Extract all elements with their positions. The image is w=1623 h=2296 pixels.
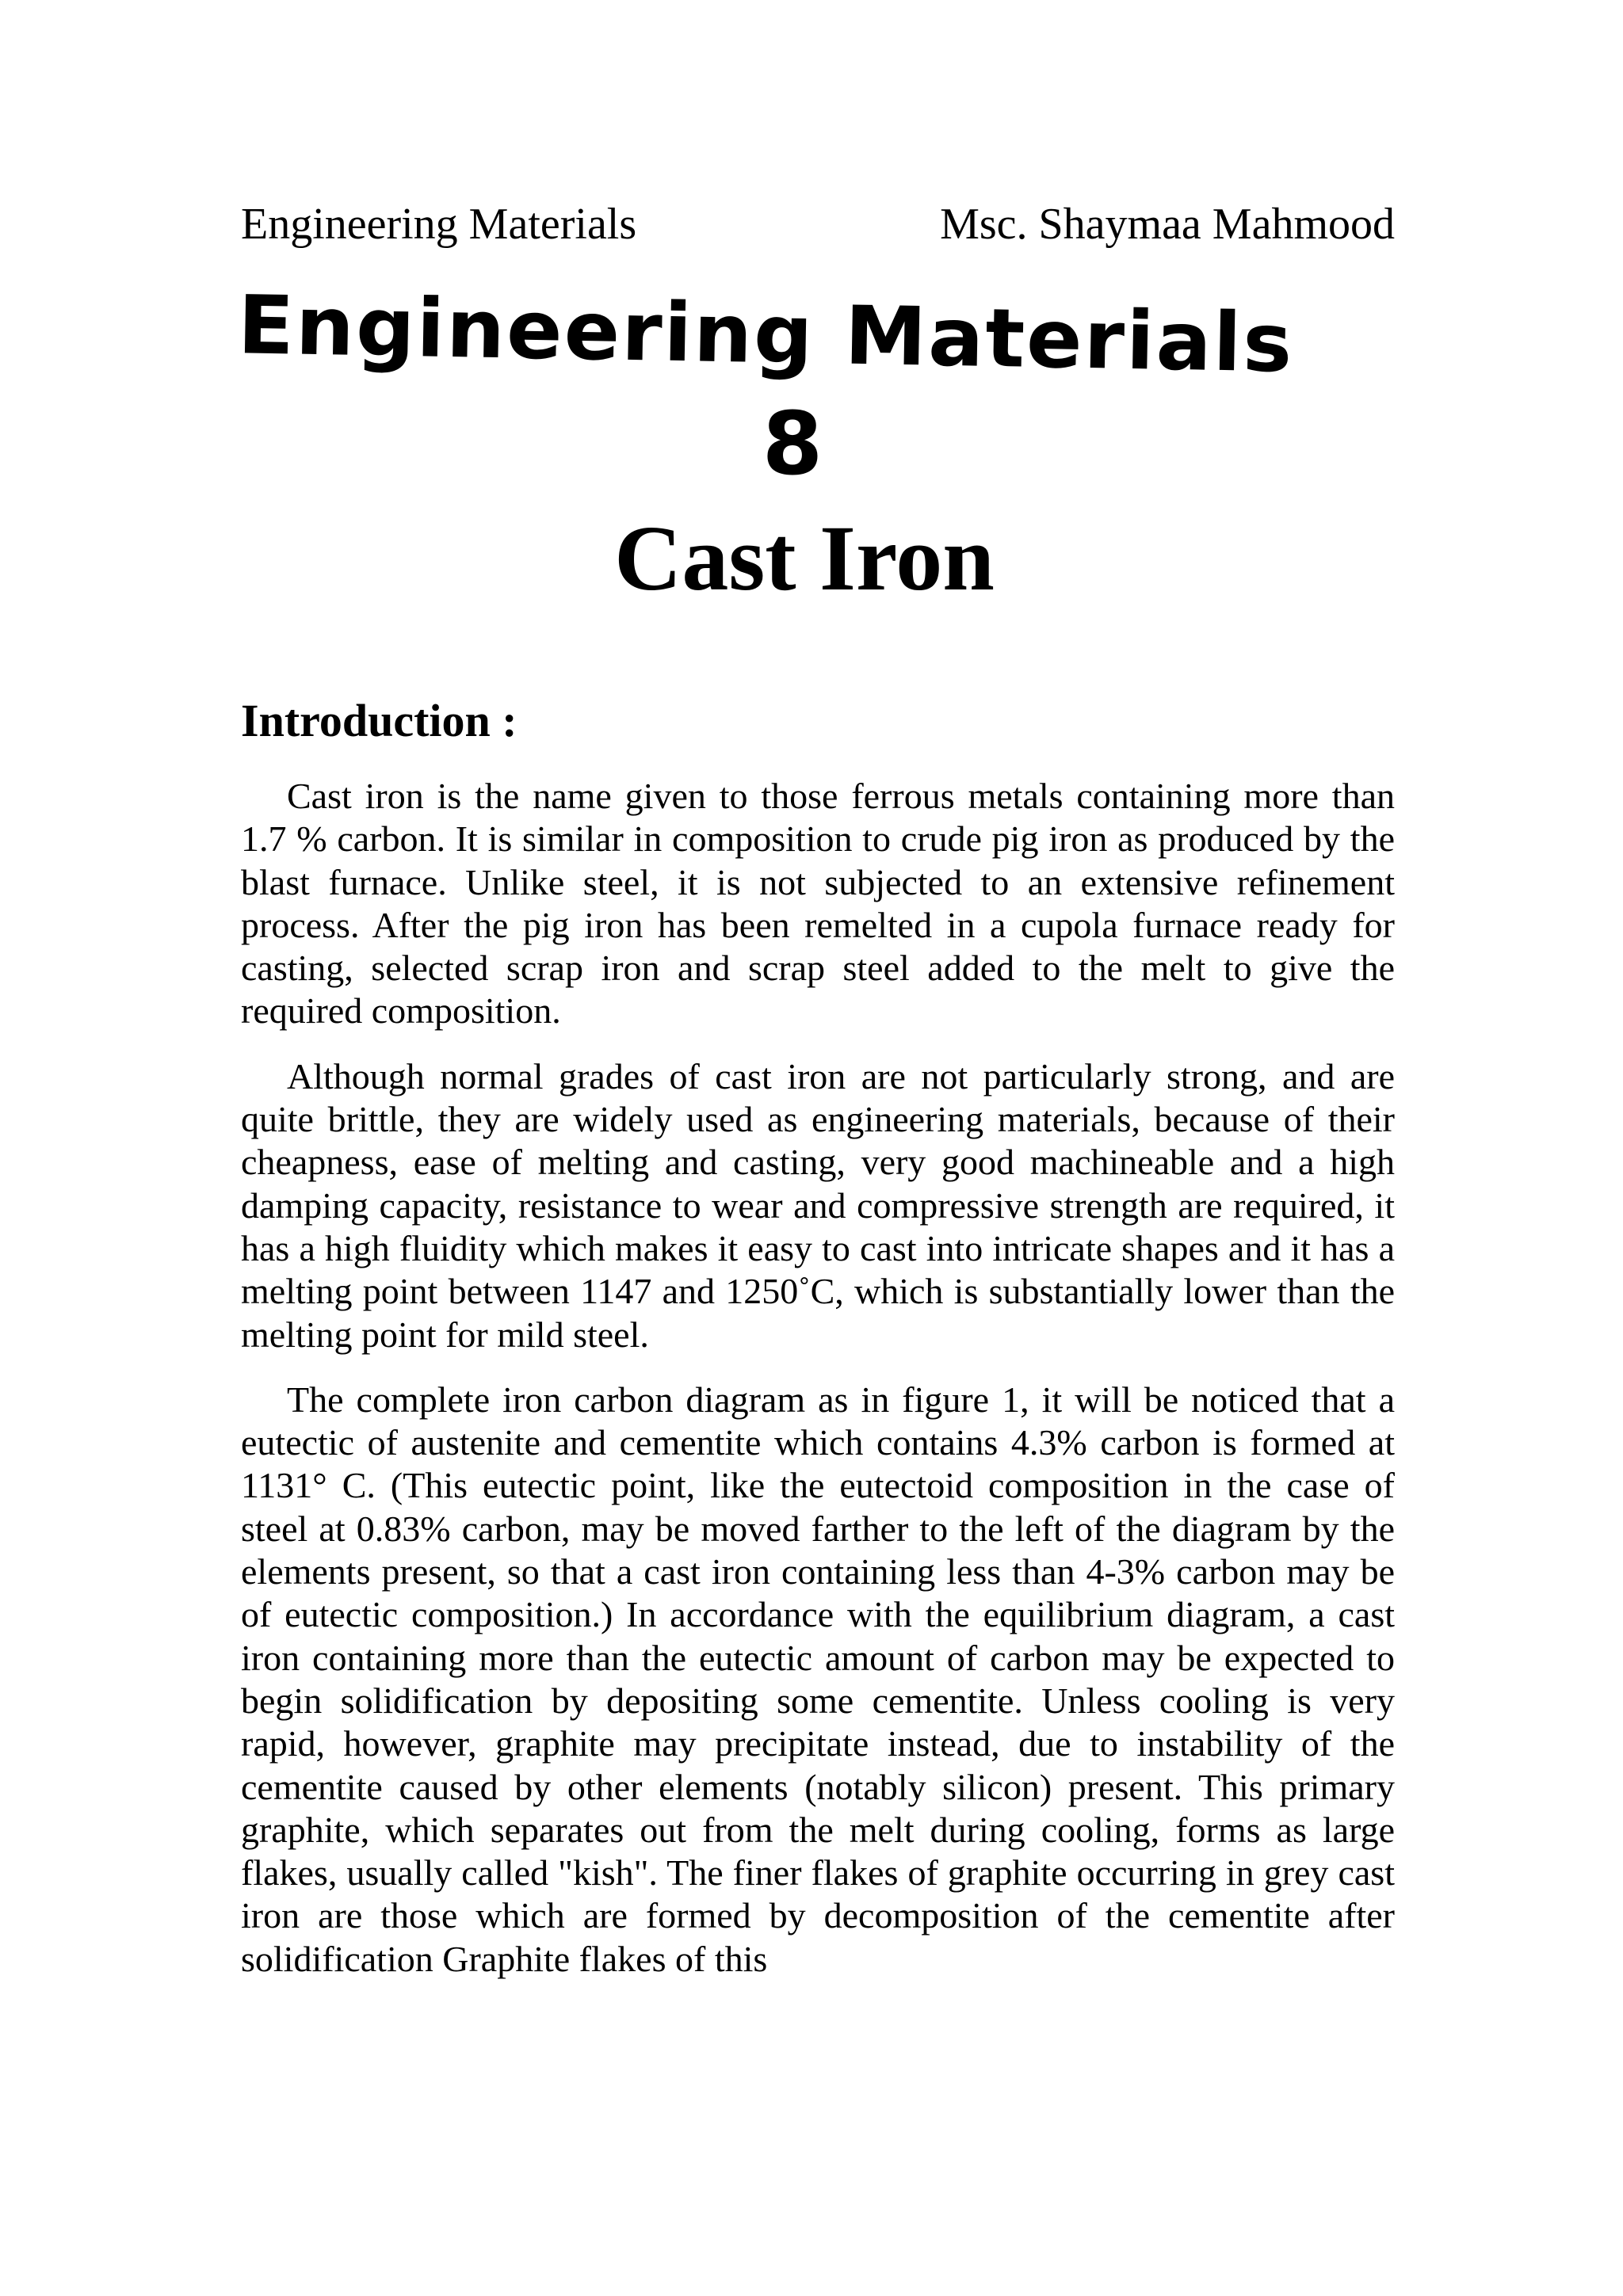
section-heading: Introduction : bbox=[241, 695, 517, 746]
header-course-name: Engineering Materials bbox=[241, 200, 637, 249]
paragraph: The complete iron carbon diagram as in figure 1, it will be noticed that a eutectic of austenite and cementite which contains 4.3% carbon is formed at 1131° C. (This eutectic point, like the eutectoid composition in the case of steel at 0.83% carbon, may be moved farther to the left of the diagram by the elements present, so that a cast iron containing less than 4-3% carbon may be of eutectic composition.) In accordance with the equilibrium diagram, a cast iron containing more than the eutectic amount of carbon may be expected to begin solidification by depositing some cementite. Unless cooling is very rapid, however, graphite may precipitate instead, due to instability of the cementite caused by other elements (notably silicon) present. This primary graphite, which separates out from the melt during cooling, forms as large flakes, usually called "kish". The finer flakes of graphite occurring in grey cast iron are those which are formed by decomposition of the cementite after solidification Graphite flakes of this bbox=[241, 1379, 1395, 1979]
chapter-title: Cast Iron bbox=[614, 506, 995, 610]
document-title: Engineering Materials bbox=[236, 277, 1295, 391]
running-header bbox=[241, 193, 1395, 256]
header-author: Msc. Shaymaa Mahmood bbox=[940, 200, 1395, 249]
body-text bbox=[241, 775, 1395, 2003]
paragraph: Cast iron is the name given to those ferrous metals containing more than 1.7 % carbon. It is similar in composition to crude pig iron as produced by the blast furnace. Unlike steel, it is not subjected to an extensive refinement process. After the pig iron has been remelted in a cupola furnace ready for casting, selected scrap iron and scrap steel added to the melt to give the required composition. bbox=[241, 776, 1395, 1032]
chapter-number: 8 bbox=[762, 393, 823, 494]
paragraph: Although normal grades of cast iron are not particularly strong, and are quite brittle, they are widely used as engineering materials, because of their cheapness, ease of melting and casting, very good machineable and a high damping capacity, resistance to wear and compressive strength are required, it has a high fluidity which makes it easy to cast into intricate shapes and it has a melting point between 1147 and 1250˚C, which is substantially lower than the melting point for mild steel. bbox=[241, 1055, 1395, 1355]
